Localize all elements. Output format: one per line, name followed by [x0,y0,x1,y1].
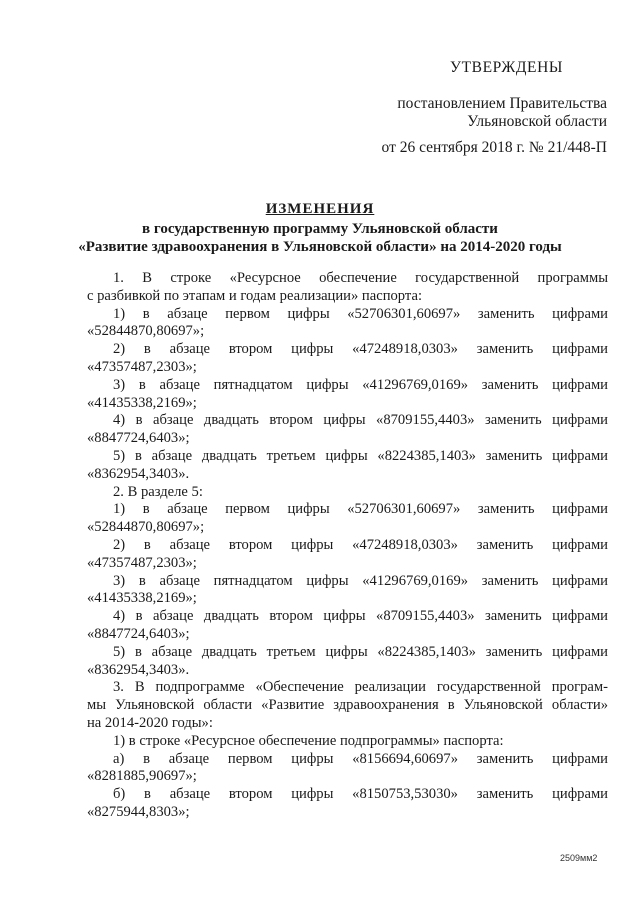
body-line: «41435338,2169»; [87,394,197,411]
body-line: 3. В подпрограмме «Обеспечение реализации государственной програм- [113,679,608,696]
approval-line-1: постановлением Правительства [397,95,607,112]
body-line: а) в абзаце первом цифры «8156694,60697» заменить цифрами [113,750,608,767]
body-line: 1. В строке «Ресурсное обеспечение государственной программы [113,270,608,286]
body-line: на 2014-2020 годы»: [87,714,213,731]
body-line: «47357487,2303»; [87,358,197,375]
body-line: 5) в абзаце двадцать третьем цифры «8224385,1403» заменить цифрами [113,643,608,660]
body-line: «8847724,6403»; [87,625,190,642]
footer-code: 2509мм2 [560,853,598,863]
approval-line-2: Ульяновской области [467,113,607,130]
body-line: «52844870,80697»; [87,519,205,536]
body-line: 3) в абзаце пятнадцатом цифры «41296769,0169» заменить цифрами [113,572,608,589]
body-line: «47357487,2303»; [87,554,197,571]
body-line: «8362954,3403». [87,465,190,482]
body-line: «8847724,6403»; [87,430,190,447]
body-line: «8362954,3403». [87,661,190,678]
body-line: 2) в абзаце втором цифры «47248918,0303» заменить цифрами [113,536,608,553]
body-line: с разбивкой по этапам и годам реализации» паспорта: [87,287,423,304]
approval-title: УТВЕРЖДЕНЫ [450,59,563,76]
document-subtitle-line-1: в государственную программу Ульяновской области [142,221,498,237]
body-line: 1) в абзаце первом цифры «52706301,60697» заменить цифрами [113,305,608,322]
approval-date-number: от 26 сентября 2018 г. № 21/448-П [381,139,607,156]
document-title: ИЗМЕНЕНИЯ [265,201,375,217]
body-line: мы Ульяновской области «Развитие здравоохранения в Ульяновской области» [87,697,608,714]
body-line: 2. В разделе 5: [113,483,203,500]
body-line: 1) в абзаце первом цифры «52706301,60697» заменить цифрами [113,501,608,518]
body-line: «8275944,8303»; [87,803,190,820]
body-line: «8281885,90697»; [87,768,197,785]
body-line: «41435338,2169»; [87,590,197,607]
body-line: 2) в абзаце втором цифры «47248918,0303» заменить цифрами [113,341,608,358]
body-line: 4) в абзаце двадцать втором цифры «8709155,4403» заменить цифрами [113,412,608,429]
body-line: «52844870,80697»; [87,323,205,340]
document-subtitle-line-2: «Развитие здравоохранения в Ульяновской области» на 2014-2020 годы [78,239,562,255]
document-body [87,270,608,822]
body-line: 5) в абзаце двадцать третьем цифры «8224385,1403» заменить цифрами [113,447,608,464]
body-line: 3) в абзаце пятнадцатом цифры «41296769,0169» заменить цифрами [113,376,608,393]
body-line: 1) в строке «Ресурсное обеспечение подпрограммы» паспорта: [113,732,504,749]
body-line: 4) в абзаце двадцать втором цифры «8709155,4403» заменить цифрами [113,608,608,625]
body-line: б) в абзаце втором цифры «8150753,53030» заменить цифрами [113,786,608,803]
